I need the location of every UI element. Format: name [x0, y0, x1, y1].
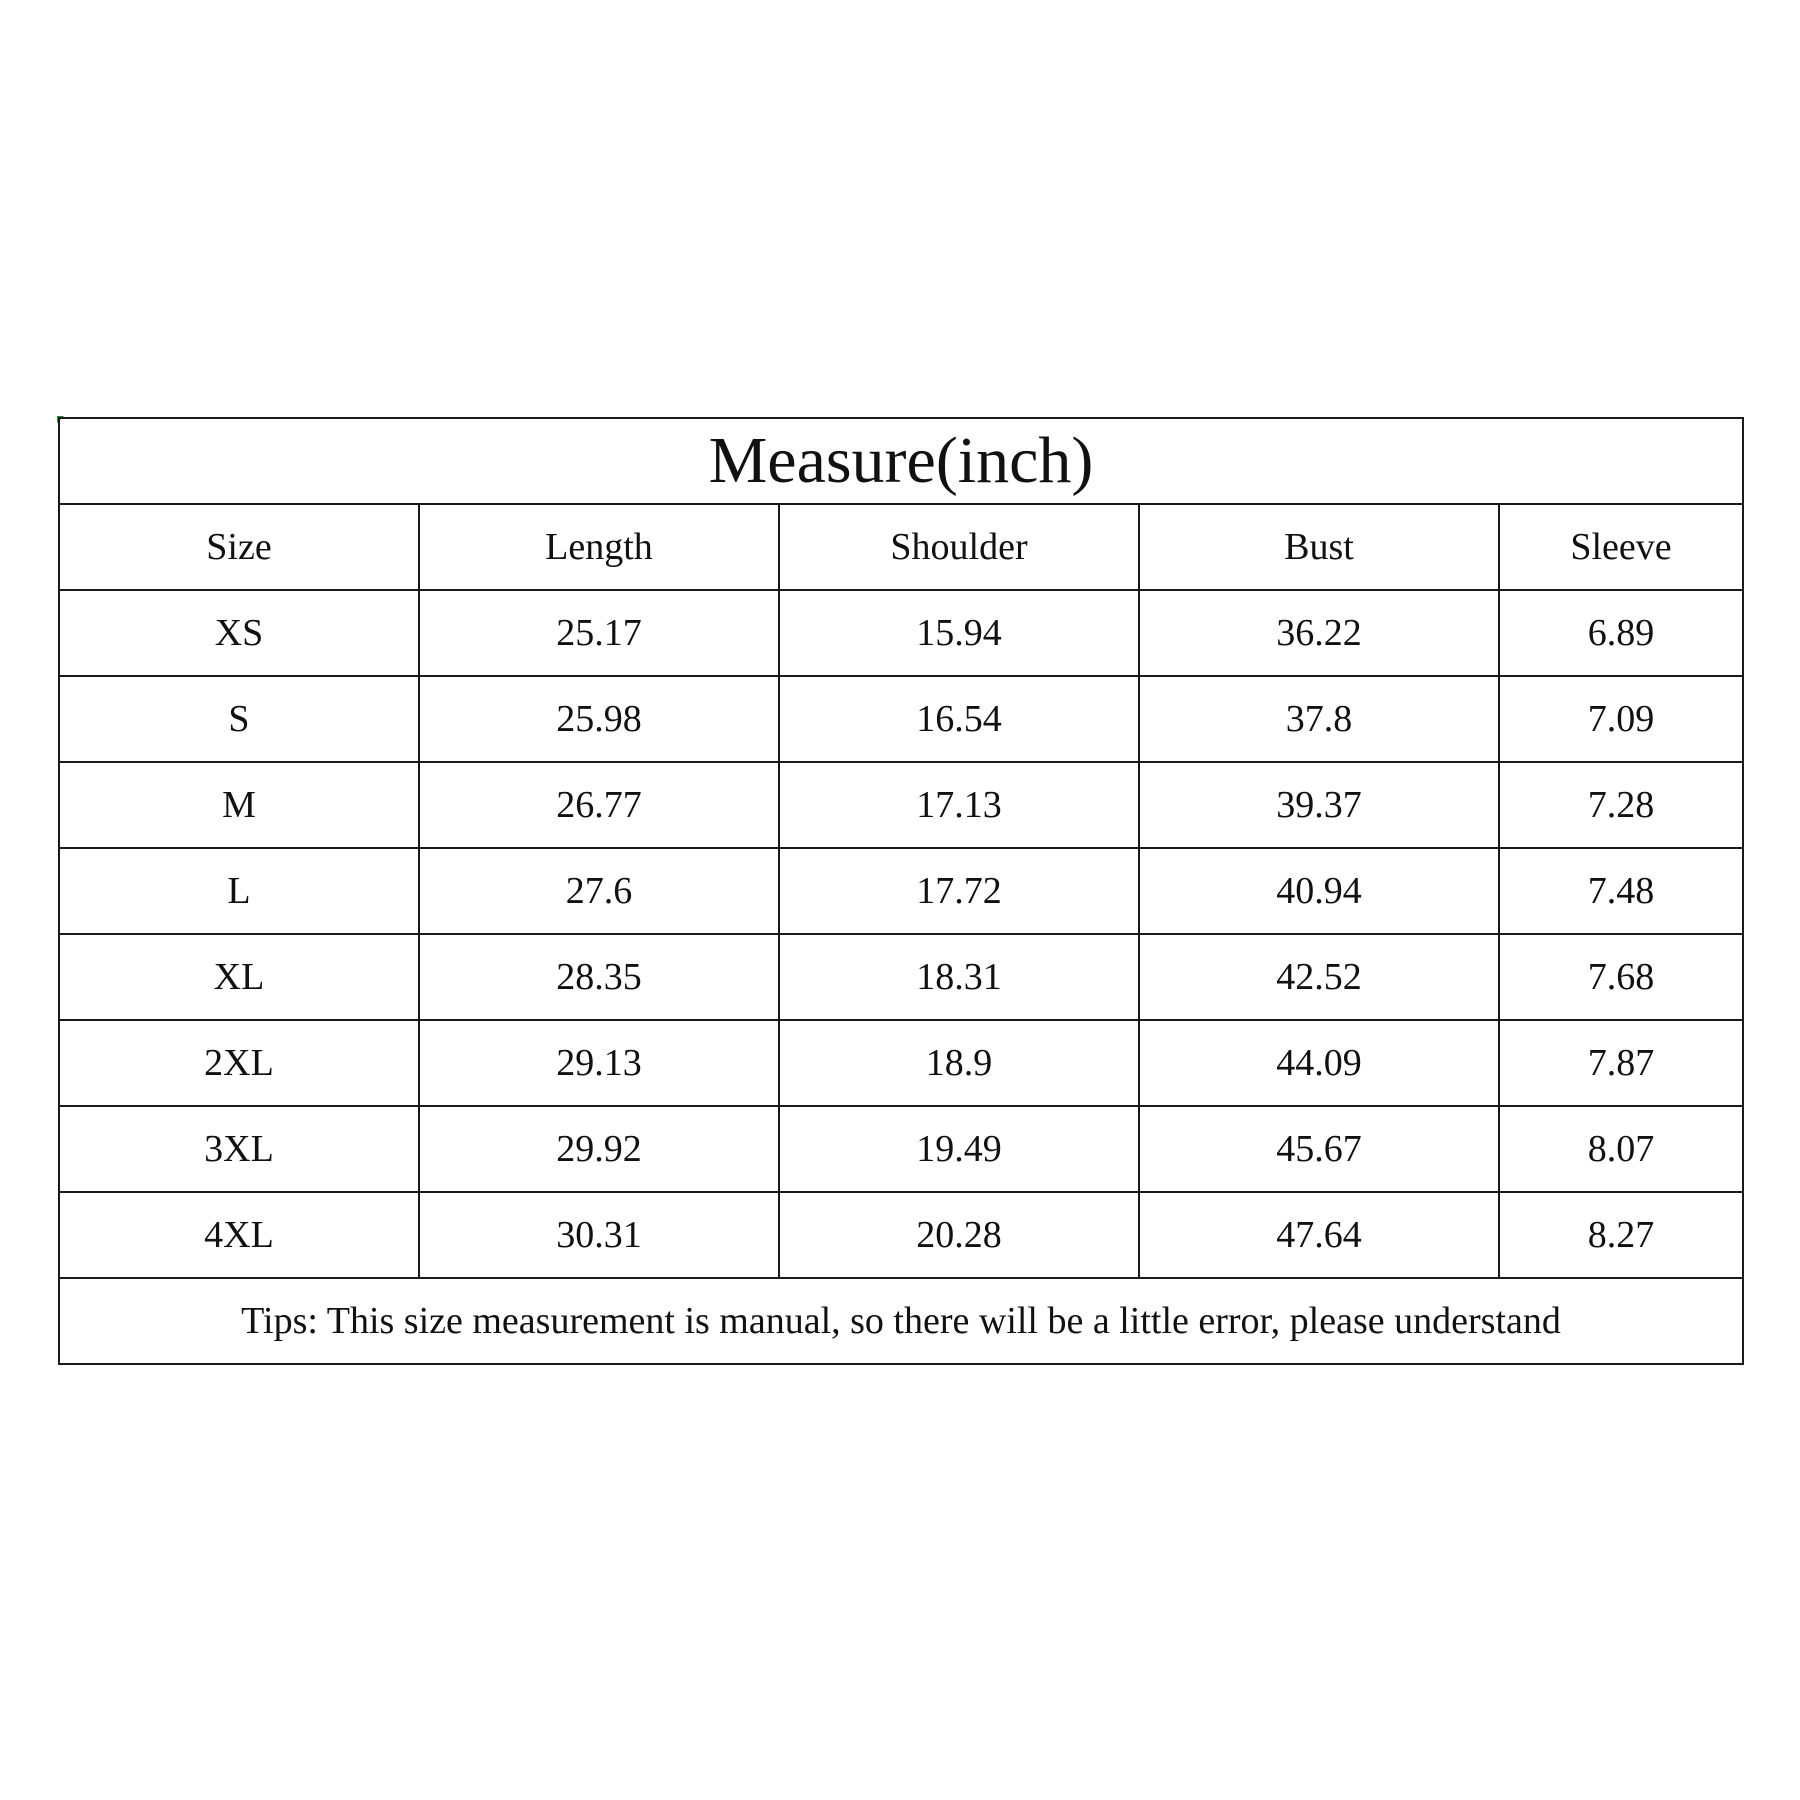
column-header-shoulder: Shoulder	[779, 504, 1139, 590]
cell-length: 26.77	[419, 762, 779, 848]
size-chart-table	[58, 417, 1744, 1365]
cell-shoulder: 19.49	[779, 1106, 1139, 1192]
cell-shoulder: 20.28	[779, 1192, 1139, 1278]
column-header-size: Size	[59, 504, 419, 590]
cell-size: XL	[59, 934, 419, 1020]
cell-length: 30.31	[419, 1192, 779, 1278]
table-row	[59, 1020, 1743, 1106]
cell-size: M	[59, 762, 419, 848]
cell-shoulder: 17.13	[779, 762, 1139, 848]
cell-sleeve: 7.09	[1499, 676, 1743, 762]
cell-sleeve: 8.07	[1499, 1106, 1743, 1192]
cell-length: 25.98	[419, 676, 779, 762]
cell-sleeve: 7.68	[1499, 934, 1743, 1020]
cell-bust: 45.67	[1139, 1106, 1499, 1192]
cell-shoulder: 15.94	[779, 590, 1139, 676]
header-row	[59, 504, 1743, 590]
table-title: Measure(inch)	[59, 418, 1743, 504]
cell-size: XS	[59, 590, 419, 676]
cell-sleeve: 7.87	[1499, 1020, 1743, 1106]
cell-length: 28.35	[419, 934, 779, 1020]
table-row	[59, 762, 1743, 848]
table-row	[59, 590, 1743, 676]
cell-sleeve: 8.27	[1499, 1192, 1743, 1278]
cell-size: 3XL	[59, 1106, 419, 1192]
cell-sleeve: 7.28	[1499, 762, 1743, 848]
column-header-length: Length	[419, 504, 779, 590]
cell-length: 27.6	[419, 848, 779, 934]
cell-bust: 44.09	[1139, 1020, 1499, 1106]
title-row	[59, 418, 1743, 504]
cell-shoulder: 16.54	[779, 676, 1139, 762]
cell-bust: 36.22	[1139, 590, 1499, 676]
table-row	[59, 1106, 1743, 1192]
cell-size: S	[59, 676, 419, 762]
cell-bust: 40.94	[1139, 848, 1499, 934]
tips-note: Tips: This size measurement is manual, so there will be a little error, please understand	[59, 1278, 1743, 1364]
tips-row	[59, 1278, 1743, 1364]
cell-length: 25.17	[419, 590, 779, 676]
cell-size: 2XL	[59, 1020, 419, 1106]
table-row	[59, 934, 1743, 1020]
cell-bust: 37.8	[1139, 676, 1499, 762]
cell-size: 4XL	[59, 1192, 419, 1278]
cell-length: 29.13	[419, 1020, 779, 1106]
cell-shoulder: 18.9	[779, 1020, 1139, 1106]
table-row	[59, 1192, 1743, 1278]
column-header-sleeve: Sleeve	[1499, 504, 1743, 590]
table-row	[59, 676, 1743, 762]
cell-bust: 39.37	[1139, 762, 1499, 848]
cell-size: L	[59, 848, 419, 934]
cell-bust: 42.52	[1139, 934, 1499, 1020]
cell-shoulder: 18.31	[779, 934, 1139, 1020]
cell-shoulder: 17.72	[779, 848, 1139, 934]
column-header-bust: Bust	[1139, 504, 1499, 590]
table-row	[59, 848, 1743, 934]
cell-sleeve: 7.48	[1499, 848, 1743, 934]
cell-length: 29.92	[419, 1106, 779, 1192]
cell-bust: 47.64	[1139, 1192, 1499, 1278]
cell-sleeve: 6.89	[1499, 590, 1743, 676]
